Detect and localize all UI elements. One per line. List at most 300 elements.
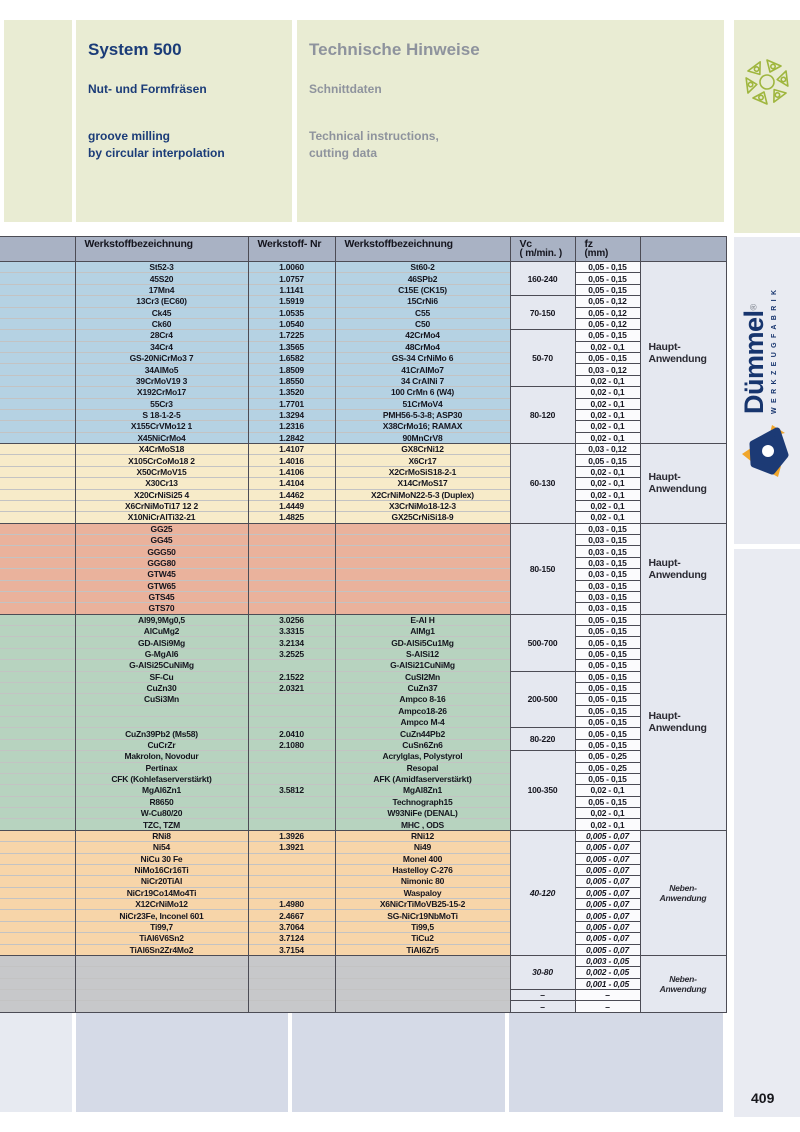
material-name-cell: NiCr20TiAl [75,876,248,887]
row-color-cell [0,967,75,978]
material-number-cell: 1.3565 [248,341,335,352]
material-row [0,785,726,796]
material-name-2-cell [335,990,510,1001]
fz-value-cell: 0,001 - 0,05 [575,978,640,989]
material-number-cell [248,603,335,614]
material-number-cell: 1.4106 [248,466,335,477]
material-number-cell: 1.7701 [248,398,335,409]
milling-cutter-icon [743,58,791,106]
material-row [0,682,726,693]
material-name-2-cell: Technograph15 [335,796,510,807]
vc-value-cell: 70-150 [510,296,575,330]
fz-value-cell: 0,03 - 0,15 [575,580,640,591]
fz-value-cell: 0,05 - 0,15 [575,694,640,705]
material-row [0,375,726,386]
material-name-2-cell: Waspaloy [335,887,510,898]
material-name-2-cell: C15E (CK15) [335,284,510,295]
material-number-cell [248,967,335,978]
fz-value-cell: 0,05 - 0,15 [575,330,640,341]
cutting-data-table-wrap [0,236,726,1013]
row-color-cell [0,307,75,318]
bottom-left-strip [0,1012,72,1112]
material-row [0,353,726,364]
material-name-cell: GG25 [75,523,248,534]
fz-value-cell: 0,05 - 0,12 [575,296,640,307]
row-color-cell [0,842,75,853]
material-name-cell: GTW65 [75,580,248,591]
material-number-cell [248,523,335,534]
material-name-2-cell: Ampco 8-16 [335,694,510,705]
material-number-cell: 1.0540 [248,318,335,329]
material-row [0,387,726,398]
fz-value-cell: 0,02 - 0,1 [575,489,640,500]
section-title: Technische Hinweise [309,40,480,59]
material-name-2-cell: Ti99,5 [335,921,510,932]
material-number-cell [248,751,335,762]
material-name-cell: 34Cr4 [75,341,248,352]
row-color-cell [0,603,75,614]
fz-value-cell: 0,005 - 0,07 [575,842,640,853]
material-name-cell: R8650 [75,796,248,807]
fz-value-cell: – [575,1001,640,1012]
vc-value-cell: 80-120 [510,387,575,444]
material-number-cell: 1.2316 [248,421,335,432]
material-number-cell [248,808,335,819]
material-name-cell: X4CrMoS18 [75,444,248,455]
material-name-2-cell: 100 CrMn 6 (W4) [335,387,510,398]
material-number-cell [248,955,335,966]
material-number-cell: 3.7154 [248,944,335,955]
material-number-cell: 1.4980 [248,899,335,910]
material-number-cell: 3.3315 [248,626,335,637]
bottom-placeholder-2 [292,1013,505,1112]
material-name-2-cell [335,535,510,546]
row-color-cell [0,387,75,398]
row-color-cell [0,762,75,773]
material-number-cell [248,864,335,875]
fz-value-cell: – [575,990,640,1001]
fz-value-cell: 0,02 - 0,1 [575,432,640,443]
row-color-cell [0,671,75,682]
sidebar-lower-panel [734,549,800,1117]
vc-value-cell: 160-240 [510,262,575,296]
row-color-cell [0,660,75,671]
material-name-2-cell: Nimonic 80 [335,876,510,887]
fz-value-cell: 0,05 - 0,25 [575,751,640,762]
material-name-2-cell: GX8CrNi12 [335,444,510,455]
row-color-cell [0,478,75,489]
material-name-cell: X155CrVMo12 1 [75,421,248,432]
material-row [0,694,726,705]
material-name-cell: CuZn30 [75,682,248,693]
fz-value-cell: 0,05 - 0,15 [575,353,640,364]
row-color-cell [0,785,75,796]
material-number-cell [248,660,335,671]
material-name-cell [75,717,248,728]
material-name-2-cell [335,603,510,614]
fz-value-cell: 0,03 - 0,15 [575,603,640,614]
row-color-cell [0,364,75,375]
vc-value-cell: – [510,1001,575,1012]
material-row [0,876,726,887]
material-number-cell: 2.0321 [248,682,335,693]
material-name-2-cell: X6NiCrTiMoVB25-15-2 [335,899,510,910]
material-name-2-cell: Ampco M-4 [335,717,510,728]
application-cell: Neben- Anwendung [640,955,726,1012]
material-name-2-cell: Ni49 [335,842,510,853]
fz-value-cell: 0,002 - 0,05 [575,967,640,978]
row-color-cell [0,262,75,273]
fz-value-cell: 0,005 - 0,07 [575,876,640,887]
material-name-cell: MgAl6Zn1 [75,785,248,796]
material-name-2-cell: SG-NiCr19NbMoTi [335,910,510,921]
material-number-cell [248,819,335,830]
material-name-cell: 13Cr3 (EC60) [75,296,248,307]
material-row [0,648,726,659]
material-name-cell: X10NiCrAlTi32-21 [75,512,248,523]
material-name-cell: X50CrMoV15 [75,466,248,477]
material-name-2-cell: X2CrMoSiS18-2-1 [335,466,510,477]
material-row [0,307,726,318]
fz-value-cell: 0,02 - 0,1 [575,808,640,819]
material-name-2-cell [335,1001,510,1012]
material-name-2-cell: G-AlSi21CuNiMg [335,660,510,671]
material-name-cell: Ni54 [75,842,248,853]
material-name-cell: 39CrMoV19 3 [75,375,248,386]
material-name-2-cell: E-Al H [335,614,510,625]
material-name-2-cell: Ampco18-26 [335,705,510,716]
material-name-cell: X192CrMo17 [75,387,248,398]
fz-value-cell: 0,05 - 0,12 [575,307,640,318]
material-name-2-cell [335,967,510,978]
material-number-cell: 1.0060 [248,262,335,273]
brand-name: Dümmel [739,310,769,414]
material-name-2-cell: X6Cr17 [335,455,510,466]
material-number-cell: 1.1141 [248,284,335,295]
material-row [0,614,726,625]
row-color-cell [0,523,75,534]
application-cell: Haupt- Anwendung [640,523,726,614]
fz-value-cell: 0,02 - 0,1 [575,785,640,796]
header-panel-left [76,20,292,222]
row-color-cell [0,694,75,705]
fz-value-cell: 0,05 - 0,15 [575,614,640,625]
material-name-cell: Ck45 [75,307,248,318]
fz-value-cell: 0,02 - 0,1 [575,375,640,386]
row-color-cell [0,887,75,898]
fz-value-cell: 0,03 - 0,12 [575,444,640,455]
vc-value-cell: 60-130 [510,444,575,524]
fz-value-cell: 0,005 - 0,07 [575,944,640,955]
material-name-2-cell: 34 CrAlNi 7 [335,375,510,386]
material-row [0,318,726,329]
material-name-cell: GGG50 [75,546,248,557]
material-name-cell: GG45 [75,535,248,546]
material-row [0,955,726,966]
material-row [0,569,726,580]
material-name-2-cell: Resopal [335,762,510,773]
material-name-cell [75,978,248,989]
material-row [0,808,726,819]
vc-value-cell: 100-350 [510,751,575,831]
row-color-cell [0,830,75,841]
material-number-cell [248,591,335,602]
fz-value-cell: 0,03 - 0,15 [575,523,640,534]
registered-mark: ® [748,303,759,311]
material-number-cell [248,796,335,807]
row-color-cell [0,546,75,557]
material-name-cell: X30Cr13 [75,478,248,489]
material-number-cell: 2.0410 [248,728,335,739]
material-row [0,899,726,910]
fz-value-cell: 0,02 - 0,1 [575,466,640,477]
material-number-cell [248,876,335,887]
material-name-cell: CuZn39Pb2 (Ms58) [75,728,248,739]
material-row [0,717,726,728]
fz-value-cell: 0,05 - 0,15 [575,773,640,784]
material-row [0,546,726,557]
material-name-2-cell [335,955,510,966]
row-color-cell [0,512,75,523]
material-row [0,739,726,750]
material-name-cell: GTS45 [75,591,248,602]
material-row [0,830,726,841]
material-name-cell: RNi8 [75,830,248,841]
material-row [0,591,726,602]
material-name-2-cell: CuSI2Mn [335,671,510,682]
material-name-cell: TZC, TZM [75,819,248,830]
vc-value-cell: 50-70 [510,330,575,387]
fz-value-cell: 0,005 - 0,07 [575,853,640,864]
material-number-cell: 1.6582 [248,353,335,364]
material-name-2-cell [335,546,510,557]
row-color-cell [0,375,75,386]
material-name-cell [75,967,248,978]
material-name-2-cell [335,557,510,568]
material-name-cell: GS-20NiCrMo3 7 [75,353,248,364]
material-number-cell: 1.7225 [248,330,335,341]
material-number-cell: 3.5812 [248,785,335,796]
vc-value-cell: – [510,990,575,1001]
material-name-2-cell: X2CrNiMoN22-5-3 (Duplex) [335,489,510,500]
material-name-2-cell: 42CrMo4 [335,330,510,341]
fz-value-cell: 0,02 - 0,1 [575,819,640,830]
header-left-strip [4,20,72,222]
material-number-cell [248,694,335,705]
fz-value-cell: 0,005 - 0,07 [575,864,640,875]
material-row [0,262,726,273]
fz-value-cell: 0,02 - 0,1 [575,398,640,409]
material-name-cell: NiCu 30 Fe [75,853,248,864]
material-name-cell [75,705,248,716]
application-cell: Haupt- Anwendung [640,614,726,830]
material-name-2-cell: C50 [335,318,510,329]
duemmel-logo [741,424,791,478]
material-name-cell: TiAl6Sn2Zr4Mo2 [75,944,248,955]
fz-value-cell: 0,03 - 0,15 [575,535,640,546]
material-row [0,341,726,352]
fz-value-cell: 0,05 - 0,15 [575,717,640,728]
cutting-data-table [0,236,727,1013]
row-color-cell [0,409,75,420]
fz-value-cell: 0,02 - 0,1 [575,387,640,398]
material-number-cell: 1.3921 [248,842,335,853]
material-name-2-cell [335,523,510,534]
page-number: 409 [751,1090,775,1106]
material-number-cell [248,990,335,1001]
material-name-cell: Ti99,7 [75,921,248,932]
material-number-cell [248,773,335,784]
material-number-cell [248,557,335,568]
material-name-cell: NiMo16Cr16Ti [75,864,248,875]
material-row [0,933,726,944]
row-color-cell [0,569,75,580]
material-name-2-cell: X14CrMoS17 [335,478,510,489]
material-number-cell [248,887,335,898]
fz-value-cell: 0,005 - 0,07 [575,830,640,841]
fz-value-cell: 0,003 - 0,05 [575,955,640,966]
row-color-cell [0,432,75,443]
fz-value-cell: 0,05 - 0,15 [575,637,640,648]
material-row [0,478,726,489]
fz-value-cell: 0,005 - 0,07 [575,910,640,921]
row-color-cell [0,614,75,625]
header-cell-application [640,237,726,262]
material-number-cell: 1.4016 [248,455,335,466]
row-color-cell [0,318,75,329]
fz-value-cell: 0,005 - 0,07 [575,899,640,910]
row-color-cell [0,330,75,341]
bottom-placeholder-1 [76,1013,288,1112]
header-cell-vc: Vc ( m/min. ) [510,237,575,262]
material-name-cell [75,990,248,1001]
material-number-cell: 3.2525 [248,648,335,659]
material-row [0,751,726,762]
material-number-cell: 1.3926 [248,830,335,841]
material-name-cell: CFK (Kohlefaserverstärkt) [75,773,248,784]
material-row [0,762,726,773]
material-row [0,421,726,432]
material-name-cell: W-Cu80/20 [75,808,248,819]
material-row [0,500,726,511]
fz-value-cell: 0,005 - 0,07 [575,933,640,944]
material-name-2-cell [335,569,510,580]
material-row [0,626,726,637]
page-title: System 500 [88,40,182,59]
material-row [0,887,726,898]
fz-value-cell: 0,05 - 0,12 [575,318,640,329]
material-name-2-cell: GD-AlSi5Cu1Mg [335,637,510,648]
row-color-cell [0,796,75,807]
material-number-cell: 1.4107 [248,444,335,455]
row-color-cell [0,455,75,466]
material-name-2-cell: 90MnCrV8 [335,432,510,443]
material-name-cell: TiAl6V6Sn2 [75,933,248,944]
fz-value-cell: 0,03 - 0,12 [575,364,640,375]
material-row [0,444,726,455]
material-row [0,409,726,420]
material-name-2-cell: 51CrMoV4 [335,398,510,409]
row-color-cell [0,853,75,864]
material-name-cell: Pertinax [75,762,248,773]
material-name-cell: Ck60 [75,318,248,329]
material-row [0,603,726,614]
fz-value-cell: 0,03 - 0,15 [575,557,640,568]
material-name-2-cell: W93NiFe (DENAL) [335,808,510,819]
row-color-cell [0,751,75,762]
material-number-cell: 1.4104 [248,478,335,489]
fz-value-cell: 0,05 - 0,15 [575,273,640,284]
material-row [0,705,726,716]
table-body [0,262,726,1013]
fz-value-cell: 0,05 - 0,15 [575,648,640,659]
bottom-placeholder-3 [509,1013,723,1112]
material-number-cell: 1.0757 [248,273,335,284]
material-row [0,637,726,648]
material-name-cell: X12CrNiMo12 [75,899,248,910]
fz-value-cell: 0,03 - 0,15 [575,546,640,557]
row-color-cell [0,876,75,887]
header-cell-fz: fz (mm) [575,237,640,262]
material-name-cell: Al99,9Mg0,5 [75,614,248,625]
material-name-cell: 34AlMo5 [75,364,248,375]
row-color-cell [0,728,75,739]
header-cell-empty [0,237,75,262]
row-color-cell [0,535,75,546]
material-number-cell [248,1001,335,1012]
material-name-2-cell: 46SPb2 [335,273,510,284]
material-name-2-cell: TiAl6Zr5 [335,944,510,955]
header-panel-middle [297,20,724,222]
row-color-cell [0,500,75,511]
material-number-cell: 1.4449 [248,500,335,511]
material-row [0,671,726,682]
material-row [0,296,726,307]
material-name-2-cell [335,580,510,591]
vc-value-cell: 40-120 [510,830,575,955]
fz-value-cell: 0,05 - 0,15 [575,455,640,466]
material-name-2-cell: S-AlSi12 [335,648,510,659]
material-name-cell: NiCr23Fe, Inconel 601 [75,910,248,921]
row-color-cell [0,819,75,830]
material-number-cell: 1.4462 [248,489,335,500]
material-row [0,921,726,932]
material-row [0,819,726,830]
material-row [0,273,726,284]
table-header-row [0,237,726,262]
material-row [0,773,726,784]
header-cell-material-nr: Werkstoff- Nr [248,237,335,262]
material-number-cell [248,569,335,580]
material-name-cell: GTS70 [75,603,248,614]
material-row [0,330,726,341]
row-color-cell [0,990,75,1001]
fz-value-cell: 0,05 - 0,15 [575,705,640,716]
material-name-2-cell: TiCu2 [335,933,510,944]
material-name-2-cell: 48CrMo4 [335,341,510,352]
material-row [0,842,726,853]
material-name-2-cell: PMH56-5-3-8; ASP30 [335,409,510,420]
application-cell: Haupt- Anwendung [640,262,726,444]
material-name-2-cell: CuSn6Zn6 [335,739,510,750]
material-number-cell: 1.3520 [248,387,335,398]
material-number-cell: 3.0256 [248,614,335,625]
application-cell: Haupt- Anwendung [640,444,726,524]
material-name-2-cell: St60-2 [335,262,510,273]
material-row [0,364,726,375]
material-number-cell [248,853,335,864]
material-number-cell: 3.7124 [248,933,335,944]
